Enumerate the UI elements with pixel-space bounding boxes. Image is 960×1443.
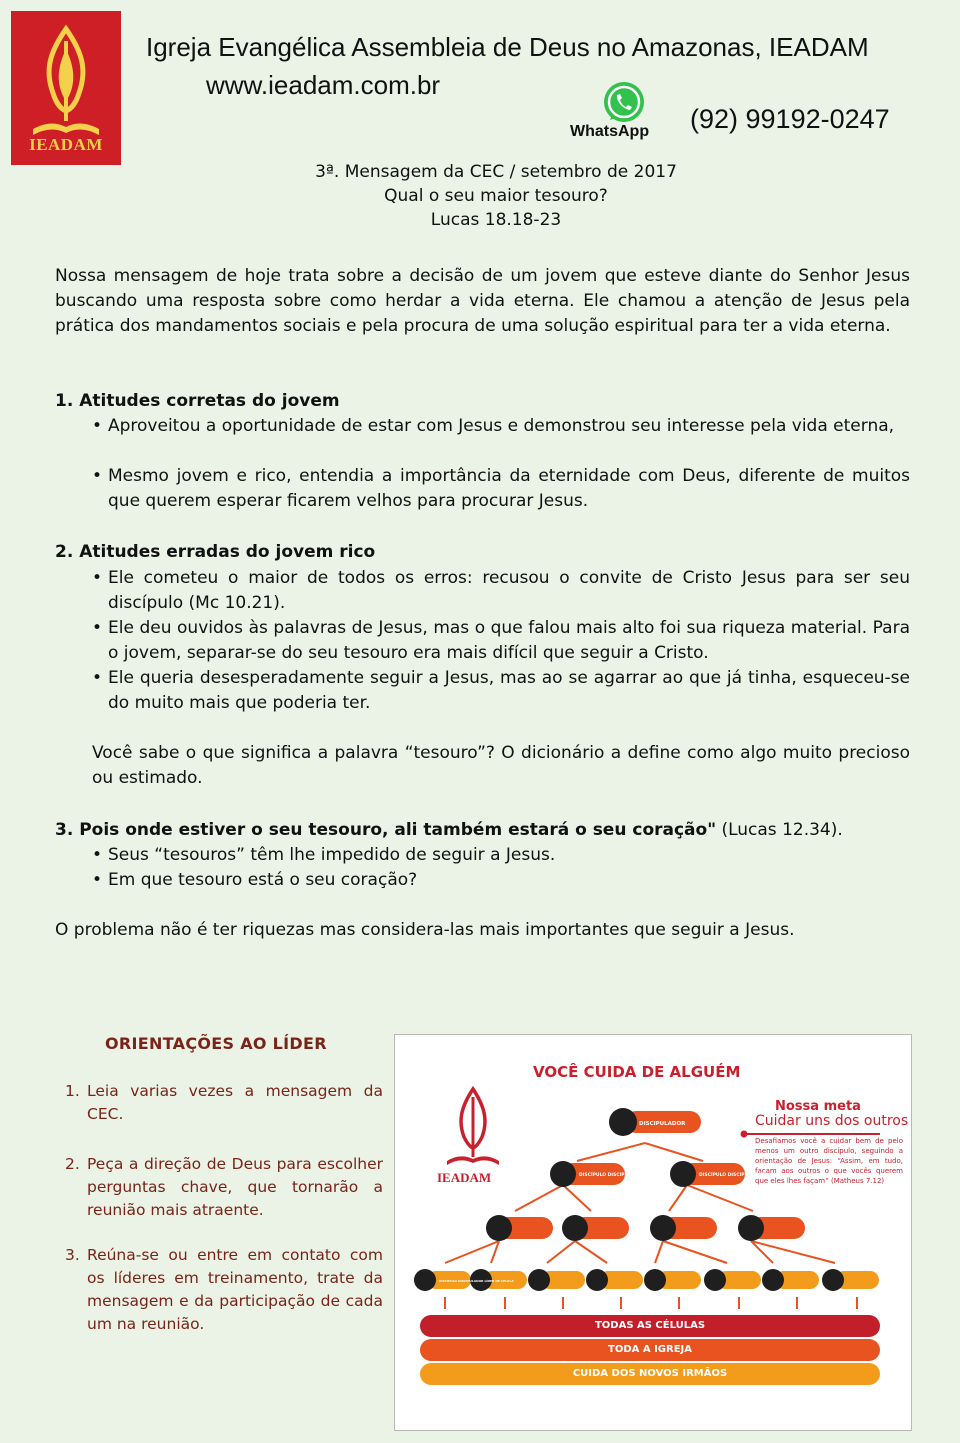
guide-item: 1. Leia varias vezes a mensagem da CEC. bbox=[65, 1082, 383, 1123]
treasure-paragraph: Você sabe o que significa a palavra “tesouro”? O dicionário a define como algo muito precioso ou estimado. bbox=[92, 743, 910, 788]
whatsapp-label: WhatsApp bbox=[570, 123, 650, 140]
guide-item: 3. Reúna-se ou entre em contato com os líderes em treinamento, trate da mensagem e da participação de cada um na reunião. bbox=[65, 1246, 383, 1333]
logo-text: IEADAM bbox=[29, 135, 103, 154]
conclusion: O problema não é ter riquezas mas considera-las mais importantes que seguir a Jesus. bbox=[55, 920, 795, 940]
message-number: 3ª. Mensagem da CEC / setembro de 2017 bbox=[315, 162, 677, 182]
infographic-title: VOCÊ CUIDA DE ALGUÉM bbox=[533, 1063, 741, 1081]
svg-text:DISCÍPULO DISCIPULADOR: DISCÍPULO DISCIPULADOR bbox=[579, 1173, 646, 1178]
flame-book-icon bbox=[11, 11, 121, 141]
infographic bbox=[394, 1034, 912, 1431]
phone-number[interactable]: (92) 99192-0247 bbox=[690, 104, 890, 134]
bar-new-brothers: CUIDA DOS NOVOS IRMÃOS bbox=[420, 1363, 880, 1385]
discipleship-tree bbox=[395, 1035, 913, 1315]
list-item: • Em que tesouro está o seu coração? bbox=[92, 870, 418, 890]
bar-all-cells: TODAS AS CÉLULAS bbox=[420, 1315, 880, 1337]
goal-subtitle: Cuidar uns dos outros bbox=[755, 1113, 909, 1129]
list-item: • Ele queria desesperadamente seguir a Jesus, mas ao se agarrar ao que já tinha, esqueceu-se do muito mais que poderia ter. bbox=[92, 668, 910, 713]
svg-text:DISCIPULADOR: DISCIPULADOR bbox=[639, 1121, 686, 1127]
leader-guide-title: ORIENTAÇÕES AO LÍDER bbox=[105, 1034, 327, 1053]
message-reference: Lucas 18.18-23 bbox=[430, 210, 562, 230]
message-header bbox=[0, 160, 960, 232]
list-item: • Aproveitou a oportunidade de estar com Jesus e demonstrou seu interesse pela vida eterna, bbox=[92, 416, 895, 436]
guide-item: 2. Peça a direção de Deus para escolher perguntas chave, que tornarão a reunião mais atraente. bbox=[65, 1155, 383, 1219]
bar-whole-church: TODA A IGREJA bbox=[420, 1339, 880, 1361]
infographic-logo-text: IEADAM bbox=[437, 1170, 492, 1185]
message-title: Qual o seu maior tesouro? bbox=[384, 186, 608, 206]
list-item: • Ele cometeu o maior de todos os erros: recusou o convite de Cristo Jesus para ser seu discípulo (Mc 10.21). bbox=[92, 568, 910, 613]
list-item: • Ele deu ouvidos às palavras de Jesus, mas o que falou mais alto foi sua riqueza material. Para o jovem, separar-se do seu tesouro era mais difícil que seguir a Cristo. bbox=[92, 618, 910, 663]
organization-name: Igreja Evangélica Assembleia de Deus no Amazonas, IEADAM bbox=[146, 32, 869, 62]
intro-paragraph: Nossa mensagem de hoje trata sobre a decisão de um jovem que esteve diante do Senhor Jesus buscando uma resposta sobre como herdar a vida eterna. Ele chamou a atenção de Jesus pela prática dos mandamentos sociais e pela procura de uma solução espiritual para ter a vida eterna. bbox=[55, 266, 910, 336]
goal-heading: Nossa meta bbox=[775, 1099, 861, 1114]
list-item: • Mesmo jovem e rico, entendia a importância da eternidade com Deus, diferente de muitos que querem esperar ficarem velhos para procurar Jesus. bbox=[92, 466, 910, 511]
svg-text:DISCÍPULO DISCIPULADOR: DISCÍPULO DISCIPULADOR bbox=[699, 1173, 766, 1178]
section2-title: 2. Atitudes erradas do jovem rico bbox=[55, 542, 376, 562]
section3-title: 3. Pois onde estiver o seu tesouro, ali também estará o seu coração" (Lucas 12.34). bbox=[55, 820, 843, 840]
whatsapp-icon[interactable] bbox=[598, 80, 650, 126]
goal-text: Desafiamos você a cuidar bem de pelo menos um outro discípulo, seguindo a orientação de Jesus: “Assim, em tudo, façam aos outros o que vocês querem que eles lhes façam” (Matheus 7.12) bbox=[755, 1137, 903, 1185]
website-link[interactable]: www.ieadam.com.br bbox=[206, 70, 441, 100]
ieadam-logo bbox=[11, 11, 121, 165]
section1-title: 1. Atitudes corretas do jovem bbox=[55, 391, 340, 411]
list-item: • Seus “tesouros” têm lhe impedido de seguir a Jesus. bbox=[92, 845, 556, 865]
svg-text:DISCÍPULO DISCIPULADOR LÍDER D: DISCÍPULO DISCIPULADOR LÍDER DE CÉLULA bbox=[439, 1279, 514, 1283]
